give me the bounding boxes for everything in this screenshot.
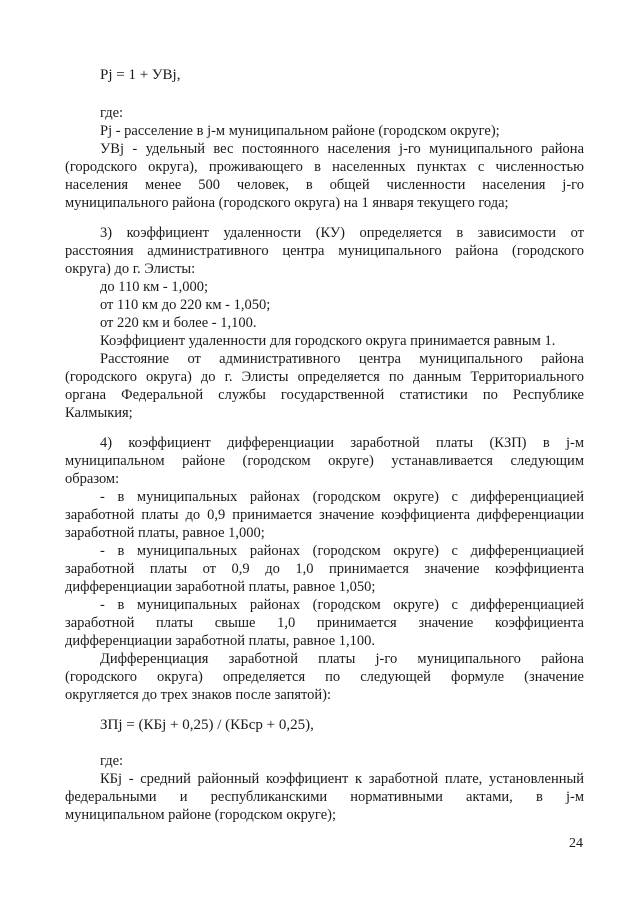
- text-line: (городского округа) до г. Элисты определяется по данным Территориального: [65, 369, 584, 385]
- text-line: (городского округа) определяется по следующей формуле (значение: [65, 669, 584, 685]
- text-line: заработной платы, равное 1,000;: [65, 525, 265, 541]
- text-line: 4) коэффициент дифференциации заработной платы (КЗП) в j-м: [100, 435, 584, 451]
- text-line: заработной платы от 0,9 до 1,0 принимается значение коэффициента: [65, 561, 584, 577]
- text-line: - в муниципальных районах (городском округе) с дифференциацией: [100, 543, 584, 559]
- text-line: образом:: [65, 471, 120, 487]
- where-label: где:: [100, 753, 124, 769]
- text-line: Pj - расселение в j-м муниципальном районе (городском округе);: [100, 123, 500, 139]
- text-line: округляется до трех знаков после запятой):: [65, 687, 332, 703]
- text-line: Калмыкия;: [65, 405, 133, 421]
- page-number: 24: [569, 836, 583, 851]
- text-line: 3) коэффициент удаленности (КУ) определяется в зависимости от: [100, 225, 584, 241]
- text-line: Коэффициент удаленности для городского округа принимается равным 1.: [100, 333, 556, 349]
- text-line: (городского округа), проживающего в населенных пунктах с численностью: [65, 159, 584, 175]
- text-line: КБj - средний районный коэффициент к заработной плате, установленный: [100, 771, 584, 787]
- formula-zp: ЗПj = (КБj + 0,25) / (КБср + 0,25),: [100, 717, 314, 733]
- text-line: Расстояние от административного центра муниципального района: [100, 351, 584, 367]
- text-line: муниципального района (городского округа) на 1 января текущего года;: [65, 195, 509, 211]
- text-line: округа) до г. Элисты:: [65, 261, 196, 277]
- text-line: органа Федеральной службы государственной статистики по Республике: [65, 387, 584, 403]
- formula-pj: Pj = 1 + УВj,: [100, 67, 181, 83]
- text-line: дифференциации заработной платы, равное 1,050;: [65, 579, 376, 595]
- distance-item: до 110 км - 1,000;: [100, 279, 209, 295]
- text-line: муниципальном районе (городском округе) устанавливается следующим: [65, 453, 584, 469]
- text-line: заработной платы до 0,9 принимается значение коэффициента дифференциации: [65, 507, 584, 523]
- text-line: федеральными и республиканскими нормативными актами, в j-м: [65, 789, 584, 805]
- text-line: расстояния административного центра муниципального района (городского: [65, 243, 584, 259]
- text-line: дифференциации заработной платы, равное 1,100.: [65, 633, 376, 649]
- distance-item: от 220 км и более - 1,100.: [100, 315, 257, 331]
- text-line: муниципальном районе (городском округе);: [65, 807, 336, 823]
- text-line: населения менее 500 человек, в общей численности населения j-го: [65, 177, 584, 193]
- text-line: заработной платы свыше 1,0 принимается значение коэффициента: [65, 615, 584, 631]
- text-line: - в муниципальных районах (городском округе) с дифференциацией: [100, 597, 584, 613]
- where-label: где:: [100, 105, 124, 121]
- text-line: - в муниципальных районах (городском округе) с дифференциацией: [100, 489, 584, 505]
- text-line: Дифференциация заработной платы j-го муниципального района: [100, 651, 584, 667]
- distance-item: от 110 км до 220 км - 1,050;: [100, 297, 271, 313]
- text-line: УВj - удельный вес постоянного населения j-го муниципального района: [100, 141, 584, 157]
